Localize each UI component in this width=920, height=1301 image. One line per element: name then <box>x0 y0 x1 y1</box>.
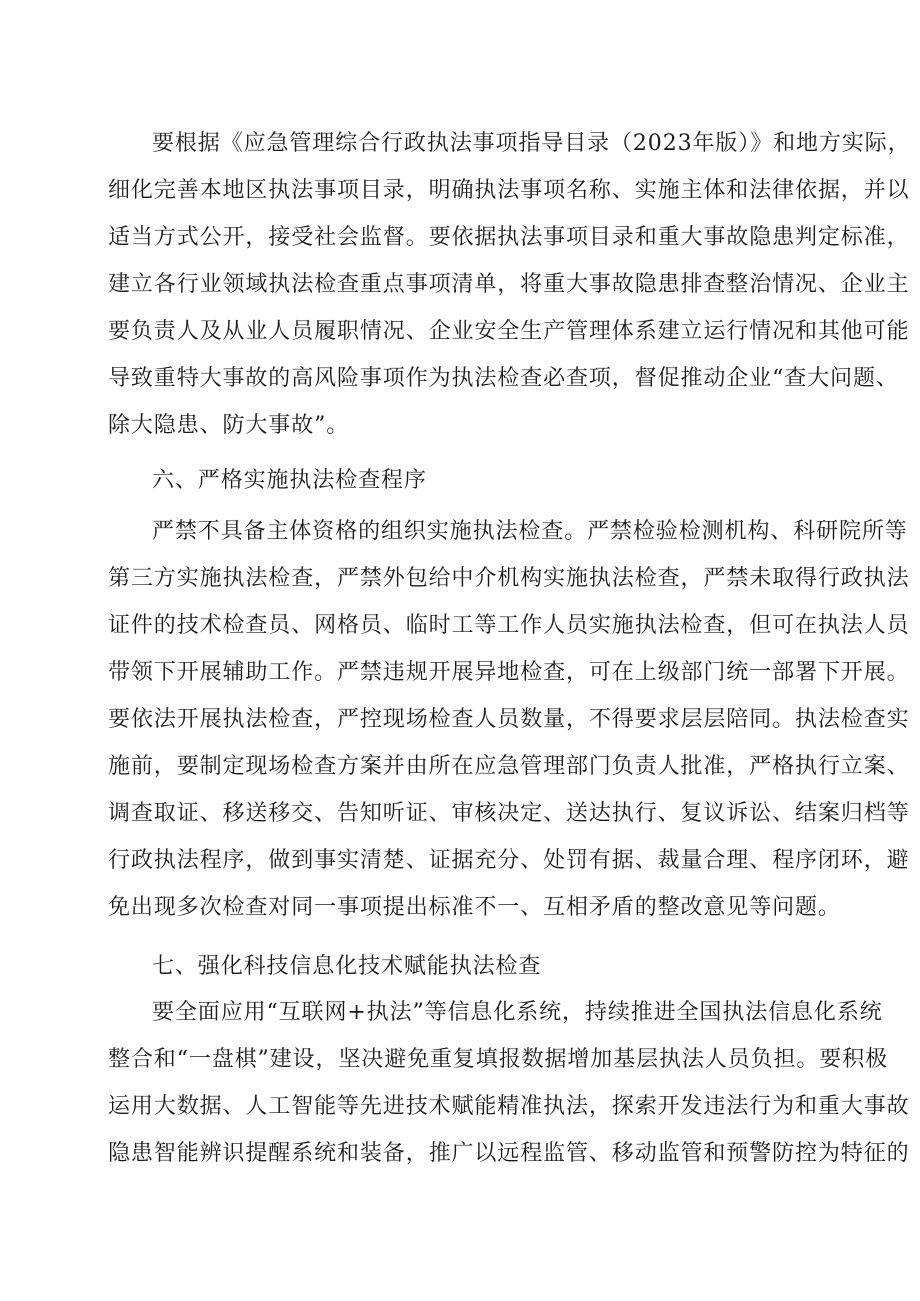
paragraph-line: 整合和“一盘棋”建设，坚决避免重复填报数据增加基层执法人员负担。要积极 <box>108 1047 888 1072</box>
paragraph-line: 带领下开展辅助工作。严禁违规开展异地检查，可在上级部门统一部署下开展。 <box>108 660 910 685</box>
paragraph-line: 第三方实施执法检查，严禁外包给中介机构实施执法检查，严禁未取得行政执法 <box>108 566 910 591</box>
paragraph-line: 适当方式公开，接受社会监督。要依据执法事项目录和重大事故隐患判定标准， <box>108 225 910 250</box>
paragraph-line: 导致重特大事故的高风险事项作为执法检查必查项，督促推动企业“查大问题、 <box>108 366 899 391</box>
section-heading: 七、强化科技信息化技术赋能执法检查 <box>152 954 542 979</box>
paragraph-line: 隐患智能辨识提醒系统和装备，推广以远程监管、移动监管和预警防控为特征的 <box>108 1141 910 1166</box>
paragraph-line: 要依法开展执法检查，严控现场检查人员数量，不得要求层层陪同。执法检查实 <box>108 707 910 732</box>
paragraph-line: 要根据《应急管理综合行政执法事项指导目录（2023年版）》和地方实际， <box>152 131 911 156</box>
paragraph-line: 要全面应用“互联网+执法”等信息化系统，持续推进全国执法信息化系统 <box>152 1000 883 1025</box>
paragraph-line: 细化完善本地区执法事项目录，明确执法事项名称、实施主体和法律依据，并以 <box>108 178 910 203</box>
paragraph-line: 施前，要制定现场检查方案并由所在应急管理部门负责人批准，严格执行立案、 <box>108 754 910 779</box>
paragraph-line: 要负责人及从业人员履职情况、企业安全生产管理体系建立运行情况和其他可能 <box>108 319 910 344</box>
paragraph-line: 除大隐患、防大事故”。 <box>108 413 350 438</box>
section-heading: 六、严格实施执法检查程序 <box>152 468 427 493</box>
paragraph-line: 行政执法程序，做到事实清楚、证据充分、处罚有据、裁量合理、程序闭环，避 <box>108 848 910 873</box>
paragraph-line: 运用大数据、人工智能等先进技术赋能精准执法，探索开发违法行为和重大事故 <box>108 1094 910 1119</box>
paragraph-line: 建立各行业领域执法检查重点事项清单，将重大事故隐患排查整治情况、企业主 <box>108 272 910 297</box>
paragraph-line: 调查取证、移送移交、告知听证、审核决定、送达执行、复议诉讼、结案归档等 <box>108 801 910 826</box>
paragraph-line: 证件的技术检查员、网格员、临时工等工作人员实施执法检查，但可在执法人员 <box>108 613 910 638</box>
paragraph-line: 严禁不具备主体资格的组织实施执法检查。严禁检验检测机构、科研院所等 <box>152 519 908 544</box>
paragraph-line: 免出现多次检查对同一事项提出标准不一、互相矛盾的整改意见等问题。 <box>108 895 841 920</box>
